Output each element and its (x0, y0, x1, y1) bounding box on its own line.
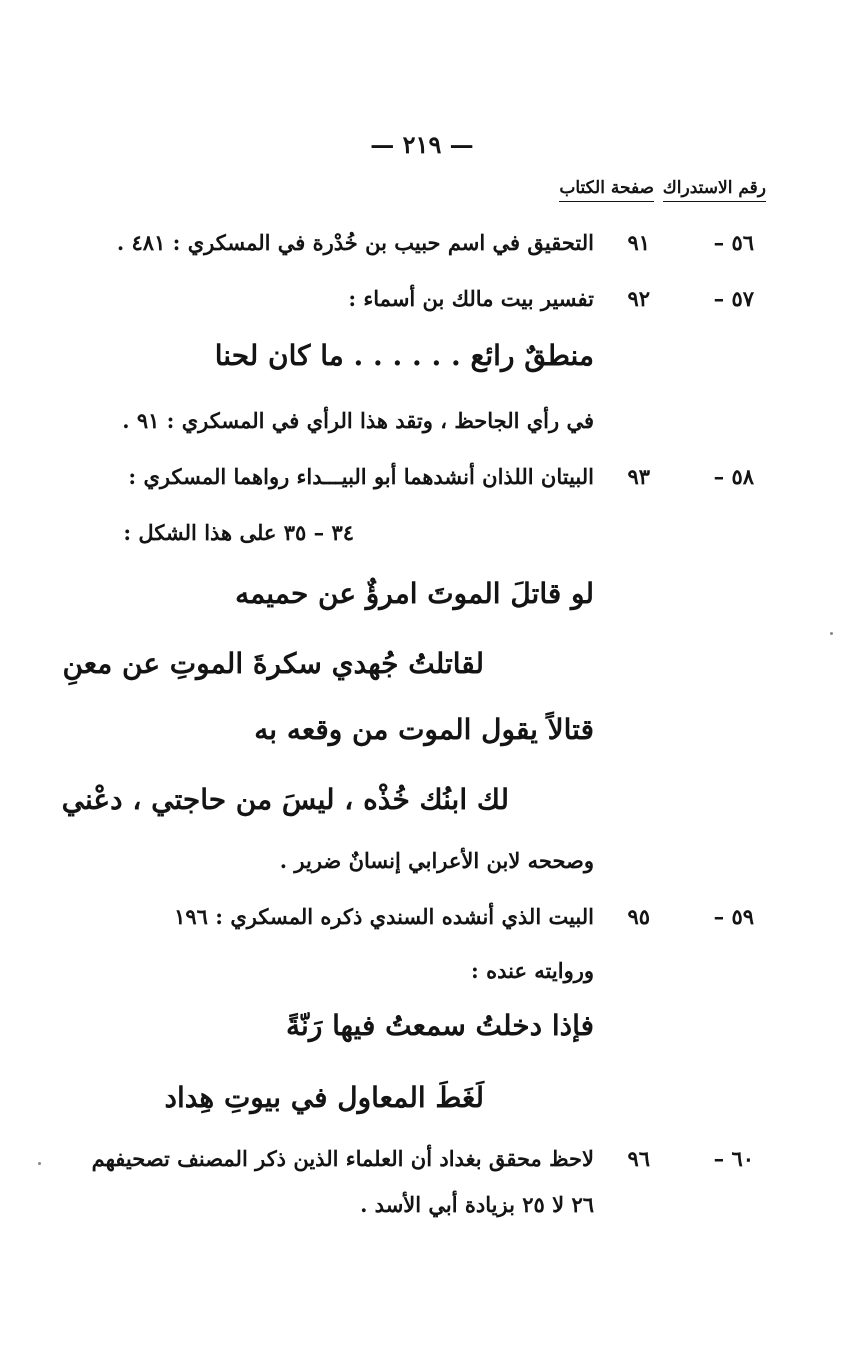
page-number: — ٢١٩ — (370, 130, 474, 159)
entry-book-page: ٩١ (627, 230, 650, 255)
entry-text: البيت الذي أنشده السندي ذكره المسكري : ١٩٦ (174, 904, 594, 929)
verse-line: لَغَطَ المعاول في بيوتِ هِداد (164, 1081, 484, 1114)
verse-line: قتالاً يقول الموت من وقعه به (254, 713, 594, 746)
entry-index: ٥٦ – (713, 230, 754, 255)
entry-index: ٦٠ – (713, 1146, 754, 1171)
entry-index: ٥٩ – (713, 904, 754, 929)
entry-index: ٥٨ – (713, 464, 754, 489)
verse-line: فإذا دخلتُ سمعتُ فيها رَنّةً (286, 1009, 594, 1042)
verse-line: لو قاتلَ الموتَ امرؤٌ عن حميمه (235, 577, 594, 610)
verse-line: لك ابنُك خُذْه ، ليسَ من حاجتي ، دعْني (61, 783, 509, 816)
entry-book-page: ٩٢ (627, 286, 650, 311)
entry-text: في رأي الجاحظ ، وتقد هذا الرأي في المسكري : ٩١ . (122, 408, 594, 433)
verse-line: لقاتلتُ جُهدي سكرةَ الموتِ عن معنِ (62, 647, 484, 680)
verse-line: منطقٌ رائع . . . . . . ما كان لحنا (214, 339, 594, 372)
entry-text: تفسير بيت مالك بن أسماء : (348, 286, 594, 311)
column-header-book-page: صفحة الكتاب (559, 178, 654, 202)
entry-book-page: ٩٦ (627, 1146, 650, 1171)
entry-text: التحقيق في اسم حبيب بن خُدْرة في المسكري : ٤٨١ . (116, 230, 594, 255)
entry-text: لاحظ محقق بغداد أن العلماء الذين ذكر المصنف تصحيفهم (91, 1146, 594, 1171)
entry-book-page: ٩٣ (627, 464, 650, 489)
entry-text: وروايته عنده : (471, 958, 594, 983)
entry-text: ٣٤ – ٣٥ على هذا الشكل : (123, 520, 354, 545)
scan-speck (830, 632, 833, 635)
column-header-correction-number: رقم الاستدراك (663, 178, 766, 202)
entry-book-page: ٩٥ (627, 904, 650, 929)
entry-text: البيتان اللذان أنشدهما أبو البيـــداء رواهما المسكري : (128, 464, 594, 489)
scan-speck (38, 1162, 41, 1165)
entry-index: ٥٧ – (713, 286, 754, 311)
entry-text: وصححه لابن الأعرابي إنسانٌ ضرير . (279, 848, 594, 873)
entry-text: ٢٦ لا ٢٥ بزيادة أبي الأسد . (360, 1192, 594, 1217)
